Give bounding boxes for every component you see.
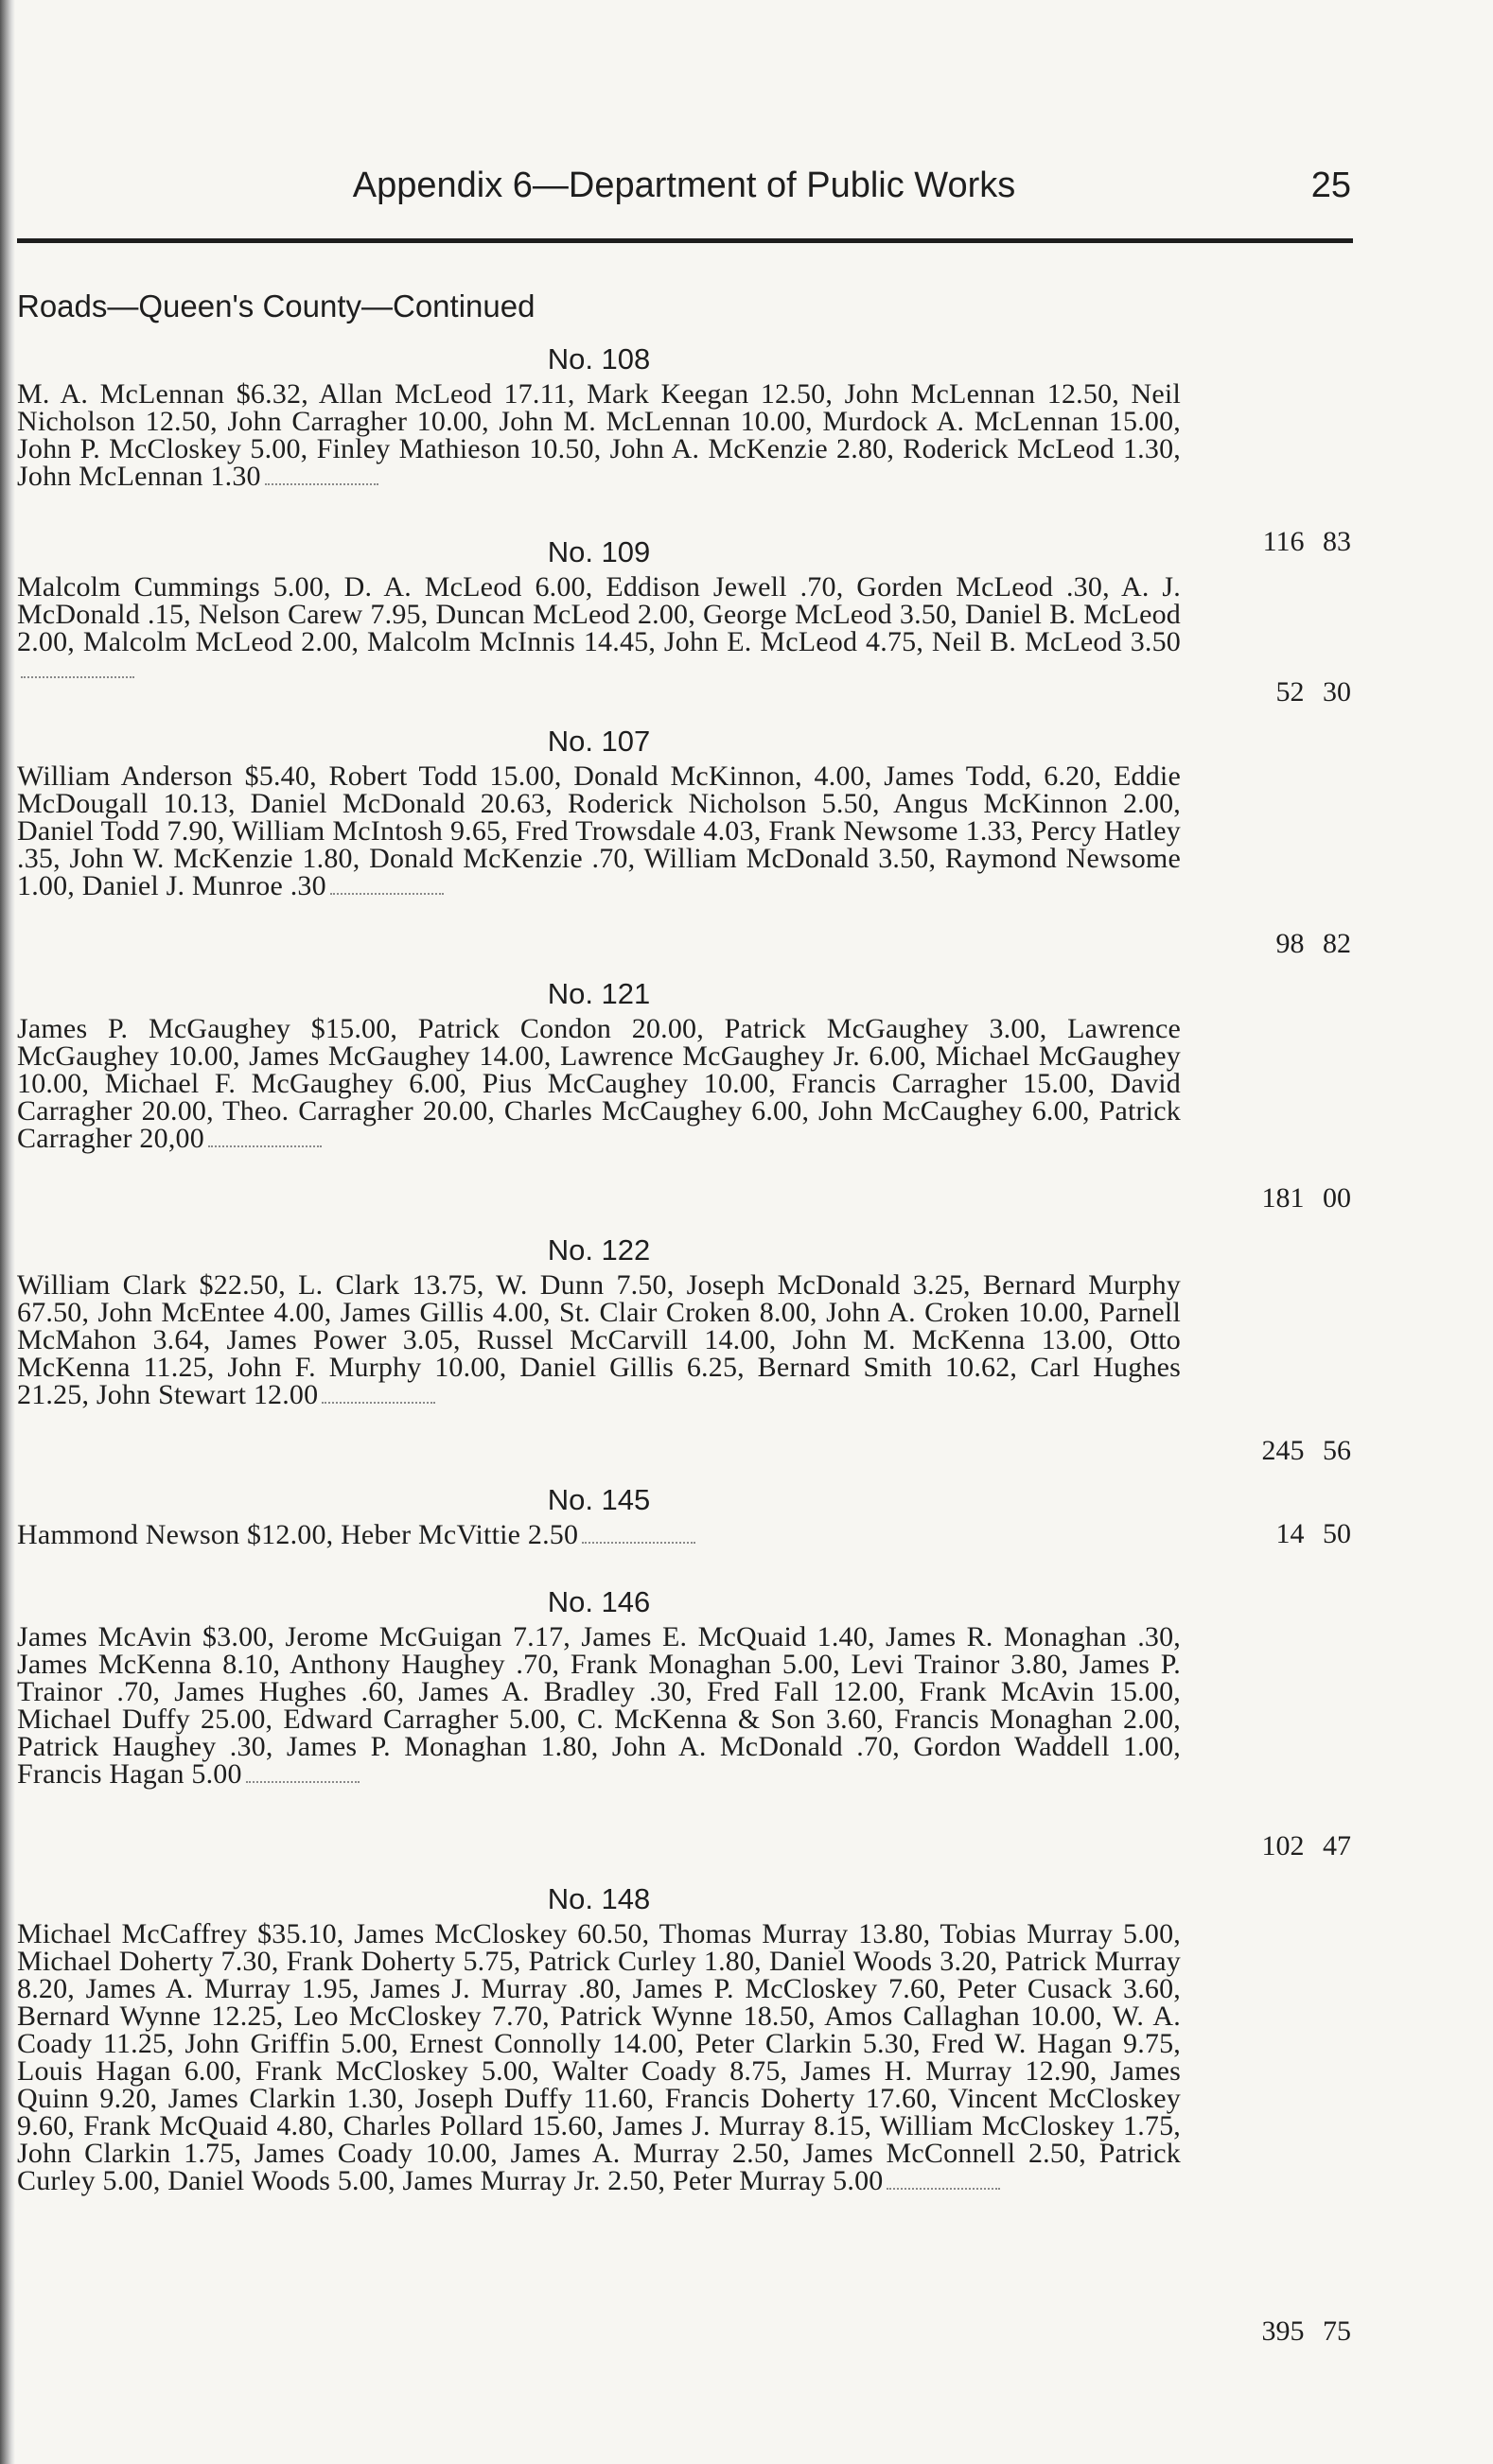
amount-cents: 50 [1323, 1518, 1351, 1549]
entry-no-146 [17, 1585, 1181, 1788]
entry-text: James P. McGaughey $15.00, Patrick Condon 20.00, Patrick McGaughey 3.00, Lawrence McGaughey 10.00, James McGaughey 14.00, Lawrence McGaughey Jr. 6.00, Michael McGaughey 10.00, Michael F. McGaughey 6.00, Pius McCaughey 10.00, Francis Carragher 15.00, David Carragher 20.00, Theo. Carragher 20.00, Charles McCaughey 6.00, John McCaughey 6.00, Patrick Carragher 20,00 [17, 1013, 1181, 1154]
entry-text: James McAvin $3.00, Jerome McGuigan 7.17, James E. McQuaid 1.40, James R. Monaghan .30, James McKenna 8.10, Anthony Haughey .70, Frank Monaghan 5.00, Levi Trainor 3.80, James P. Trainor .70, James Hughes .60, James A. Bradley .30, Fred Fall 12.00, Frank McAvin 15.00, Michael Duffy 25.00, Edward Carragher 5.00, C. McKenna & Son 3.60, Francis Monaghan 2.00, Patrick Haughey .30, James P. Monaghan 1.80, John A. McDonald .70, Gordon Waddell 1.00, Francis Hagan 5.00 [17, 1621, 1181, 1790]
entry-amount [1230, 676, 1351, 708]
dot-leader [265, 483, 378, 485]
amount-dollars: 14 [1275, 1518, 1305, 1549]
dot-leader [582, 1542, 695, 1544]
amount-cents: 82 [1323, 928, 1351, 959]
amount-dollars: 102 [1261, 1830, 1305, 1861]
entry-number: No. 146 [547, 1585, 651, 1618]
entry-amount [1230, 526, 1351, 558]
entry-no-107 [17, 725, 1181, 900]
amount-dollars: 395 [1261, 2315, 1305, 2347]
amount-cents: 30 [1323, 676, 1351, 708]
entry-amount [1230, 928, 1351, 960]
amount-cents: 56 [1323, 1435, 1351, 1466]
entry-number: No. 108 [547, 342, 651, 376]
amount-dollars: 181 [1261, 1182, 1305, 1214]
entry-amount [1230, 2315, 1351, 2348]
dot-leader [887, 2188, 1000, 2190]
amount-dollars: 116 [1262, 526, 1305, 557]
entry-text: Hammond Newson $12.00, Heber McVittie 2.50 [17, 1521, 1181, 1548]
entry-no-109 [17, 535, 1181, 683]
entry-number: No. 107 [547, 725, 651, 758]
entry-no-122 [17, 1233, 1181, 1408]
entry-text: William Anderson $5.40, Robert Todd 15.00, Donald McKinnon, 4.00, James Todd, 6.20, Eddie McDougall 10.13, Daniel McDonald 20.63, Roderick Nicholson 5.50, Angus McKinnon 2.00, Daniel Todd 7.90, William McIntosh 9.65, Fred Trowsdale 4.03, Frank Newsome 1.33, Percy Hatley .35, John W. McKenzie 1.80, Donald McKenzie .70, William McDonald 3.50, Raymond Newsome 1.00, Daniel J. Munroe .30 [17, 760, 1181, 901]
entry-no-121 [17, 977, 1181, 1152]
amount-dollars: 98 [1275, 928, 1305, 959]
header-rule [17, 238, 1353, 243]
dot-leader [208, 1145, 322, 1147]
dot-leader [322, 1402, 435, 1404]
entry-text: Michael McCaffrey $35.10, James McCloskey 60.50, Thomas Murray 13.80, Tobias Murray 5.00, Michael Doherty 7.30, Frank Doherty 5.75, Patrick Curley 1.80, Daniel Woods 3.20, Patrick Murray 8.20, James A. Murray 1.95, James J. Murray .80, James P. McCloskey 7.60, Peter Cusack 3.60, Bernard Wynne 12.25, Leo McCloskey 7.70, Patrick Wynne 18.50, Amos Callaghan 10.00, W. A. Coady 11.25, John Griffin 5.00, Ernest Connolly 14.00, Peter Clarkin 5.30, Fred W. Hagan 9.75, Louis Hagan 6.00, Frank McCloskey 5.00, Walter Coady 8.75, James H. Murray 12.90, James Quinn 9.20, James Clarkin 1.30, Joseph Duffy 11.60, Francis Doherty 17.60, Vincent McCloskey 9.60, Frank McQuaid 4.80, Charles Pollard 15.60, James J. Murray 8.15, William McCloskey 1.75, John Clarkin 1.75, James Coady 10.00, James A. Murray 2.50, James McConnell 2.50, Patrick Curley 5.00, Daniel Woods 5.00, James Murray Jr. 2.50, Peter Murray 5.00 [17, 1918, 1181, 2196]
running-title: Appendix 6—Department of Public Works [352, 166, 1016, 205]
dot-leader [21, 676, 134, 678]
amount-cents: 00 [1323, 1182, 1351, 1214]
amount-dollars: 52 [1275, 676, 1305, 708]
entry-no-148 [17, 1882, 1181, 2194]
page-binding-edge [0, 0, 15, 2464]
dot-leader [330, 893, 444, 895]
entry-text: M. A. McLennan $6.32, Allan McLeod 17.11, Mark Keegan 12.50, John McLennan 12.50, Neil Nicholson 12.50, John Carragher 10.00, John M. McLennan 10.00, Murdock A. McLennan 15.00, John P. McCloskey 5.00, Finley Mathieson 10.50, John A. McKenzie 2.80, Roderick McLeod 1.30, John McLennan 1.30 [17, 378, 1181, 492]
entry-no-145 [17, 1483, 1181, 1548]
entry-number: No. 122 [547, 1233, 651, 1267]
entry-number: No. 148 [547, 1882, 651, 1915]
amount-dollars: 245 [1261, 1435, 1305, 1466]
page-header [17, 166, 1351, 222]
entry-number: No. 121 [547, 977, 651, 1010]
entry-amount [1230, 1830, 1351, 1862]
entry-amount [1230, 1518, 1351, 1550]
dot-leader [246, 1781, 360, 1783]
entry-amount [1230, 1435, 1351, 1467]
entry-number: No. 145 [547, 1483, 651, 1516]
section-title: Roads—Queen's County—Continued [17, 288, 536, 323]
entry-number: No. 109 [547, 535, 651, 568]
page-number: 25 [1310, 166, 1351, 205]
entry-text: Malcolm Cummings 5.00, D. A. McLeod 6.00, Eddison Jewell .70, Gorden McLeod .30, A. J. McDonald .15, Nelson Carew 7.95, Duncan McLeod 2.00, George McLeod 3.50, Daniel B. McLeod 2.00, Malcolm McLeod 2.00, Malcolm McInnis 14.45, John E. McLeod 4.75, Neil B. McLeod 3.50 [17, 573, 1181, 683]
entry-amount [1230, 1182, 1351, 1215]
entry-text: William Clark $22.50, L. Clark 13.75, W. Dunn 7.50, Joseph McDonald 3.25, Bernard Murphy 67.50, John McEntee 4.00, James Gillis 4.00, St. Clair Croken 8.00, John A. Croken 10.00, Parnell McMahon 3.64, James Power 3.05, Russel McCarvill 14.00, John M. McKenna 13.00, Otto McKenna 11.25, John F. Murphy 10.00, Daniel Gillis 6.25, Bernard Smith 10.62, Carl Hughes 21.25, John Stewart 12.00 [17, 1269, 1181, 1410]
entry-no-108 [17, 342, 1181, 490]
amount-cents: 83 [1323, 526, 1351, 557]
amount-cents: 47 [1323, 1830, 1351, 1861]
amount-cents: 75 [1323, 2315, 1351, 2347]
